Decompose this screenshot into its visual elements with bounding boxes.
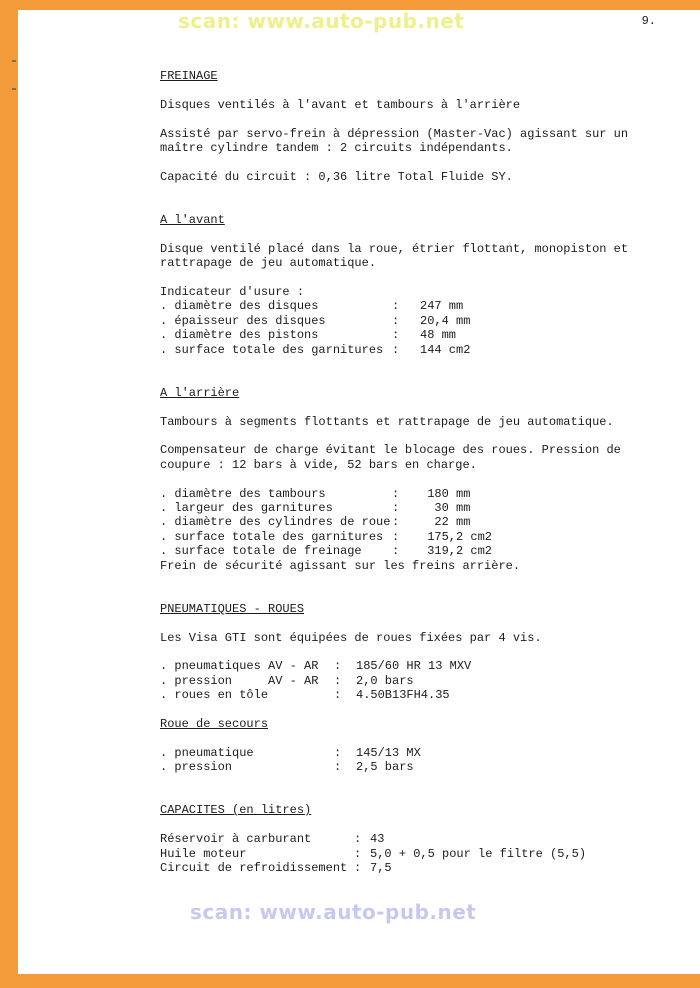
spec-row: . diamètre des tambours : 180 mm — [160, 486, 471, 501]
freinage-paragraph-3: Capacité du circuit : 0,36 litre Total Fluide SY. — [160, 169, 513, 184]
spec-row: . pneumatique : 145/13 MX — [160, 745, 421, 760]
spec-row: . diamètre des cylindres de roue : 22 mm — [160, 515, 471, 530]
spec-row: . surface totale de freinage : 319,2 cm2 — [160, 544, 493, 559]
heading-roue-de-secours: Roue de secours — [160, 717, 269, 732]
freinage-paragraph-2b: maître cylindre tandem : 2 circuits indépendants. — [160, 141, 513, 155]
avant-paragraph-1a: Disque ventilé placé dans la roue, étrier flottant, monopiston et — [160, 241, 629, 256]
watermark-bottom: scan: www.auto-pub.net — [190, 900, 477, 924]
pneus-paragraph-1: Les Visa GTI sont équipées de roues fixées par 4 vis. — [160, 630, 542, 645]
freinage-paragraph-2a: Assisté par servo-frein à dépression (Master-Vac) agissant sur un — [160, 126, 629, 141]
spec-row: Circuit de refroidissement : 7,5 — [160, 861, 392, 876]
arriere-paragraph-2a: Compensateur de charge évitant le blocage des roues. Pression de — [160, 443, 621, 458]
spec-row: . surface totale des garnitures : 144 cm2 — [160, 342, 471, 357]
scan-mark — [12, 60, 16, 62]
avant-paragraph-1b: rattrapage de jeu automatique. — [160, 256, 377, 271]
page-number: 9. — [641, 14, 656, 28]
spec-row: . épaisseur des disques : 20,4 mm — [160, 313, 471, 328]
spec-row: . pneumatiques AV - AR : 185/60 HR 13 MXV — [160, 659, 472, 674]
spec-row: . roues en tôle : 4.50B13FH4.35 — [160, 688, 450, 703]
watermark-top: scan: www.auto-pub.net — [178, 9, 465, 33]
heading-avant: A l'avant — [160, 212, 225, 227]
spec-row: . diamètre des disques : 247 mm — [160, 299, 464, 314]
spec-row: . surface totale des garnitures : 175,2 cm2 — [160, 529, 493, 544]
scan-mark — [12, 88, 16, 90]
heading-freinage: FREINAGE — [160, 69, 218, 83]
arriere-paragraph-1: Tambours à segments flottants et rattrapage de jeu automatique. — [160, 414, 614, 429]
spec-row: . diamètre des pistons : 48 mm — [160, 328, 457, 343]
heading-pneumatiques: PNEUMATIQUES - ROUES — [160, 601, 305, 616]
spec-row: Huile moteur : 5,0 + 0,5 pour le filtre (5,5) — [160, 846, 587, 861]
avant-indicator-label: Indicateur d'usure : — [160, 284, 305, 299]
heading-arriere: A l'arrière — [160, 385, 240, 400]
spec-row: . pression AV - AR : 2,0 bars — [160, 673, 414, 688]
arriere-paragraph-2b: coupure : 12 bars à vide, 52 bars en charge. — [160, 457, 477, 472]
heading-capacites: CAPACITES (en litres) — [160, 803, 312, 818]
spec-row: . largeur des garnitures : 30 mm — [160, 501, 471, 515]
arriere-paragraph-3: Frein de sécurité agissant sur les freins arrière. — [160, 558, 521, 573]
freinage-paragraph-1: Disques ventilés à l'avant et tambours à l'arrière — [160, 97, 521, 112]
spec-row: . pression : 2,5 bars — [160, 760, 414, 775]
document-body — [160, 52, 654, 875]
spec-row: Réservoir à carburant : 43 — [160, 832, 385, 847]
